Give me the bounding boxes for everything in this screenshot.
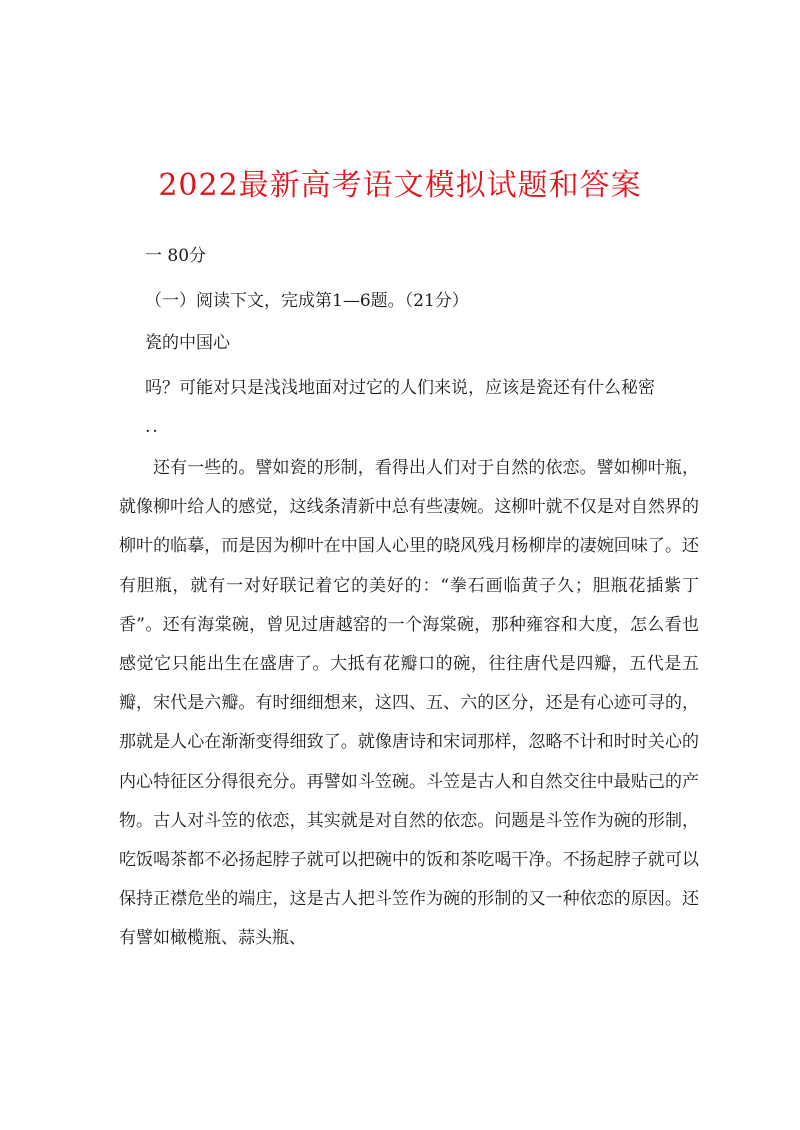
body-paragraph: 还有一些的。譬如瓷的形制，看得出人们对于自然的依恋。譬如柳叶瓶，就像柳叶给人的感觉，这线条清新中总有些凄婉。这柳叶就不仅是对自然界的柳叶的临摹，而是因为柳叶在中国人心里的晓风残月杨柳岸的凄婉回味了。还有胆瓶，就有一对好联记着它的美好的：“拳石画临黄子久；胆瓶花插紫丁香”。还有海棠碗，曾见过唐越窑的一个海棠碗，那种雍容和大度，怎么看也感觉它只能出生在盛唐了。大抵有花瓣口的碗，往往唐代是四瓣，五代是五瓣，宋代是六瓣。有时细细想来，这四、五、六的区分，还是有心迹可寻的，那就是人心在渐渐变得细致了。就像唐诗和宋词那样，忽略不计和时时关心的内心特征区分得很充分。再譬如斗笠碗。斗笠是古人和自然交往中最贴己的产物。古人对斗笠的依恋，其实就是对自然的依恋。问题是斗笠作为碗的形制，吃饭喝茶都不必扬起脖子就可以把碗中的饭和茶吃喝干净。不扬起脖子就可以保持正襟危坐的端庄，这是古人把斗笠作为碗的形制的又一种依恋的原因。还有譬如橄榄瓶、蒜头瓶、	[119, 458, 699, 949]
question-intro: （一）阅读下文，完成第1—6题。（21分）	[145, 291, 469, 311]
article-title: 瓷的中国心	[145, 333, 230, 353]
section-score: 一 80分	[145, 246, 207, 266]
ellipsis: ..	[145, 417, 160, 437]
document-title: 2022最新高考语文模拟试题和答案	[158, 168, 642, 203]
first-line: 吗？可能对只是浅浅地面对过它的人们来说，应该是瓷还有什么秘密	[145, 378, 655, 398]
